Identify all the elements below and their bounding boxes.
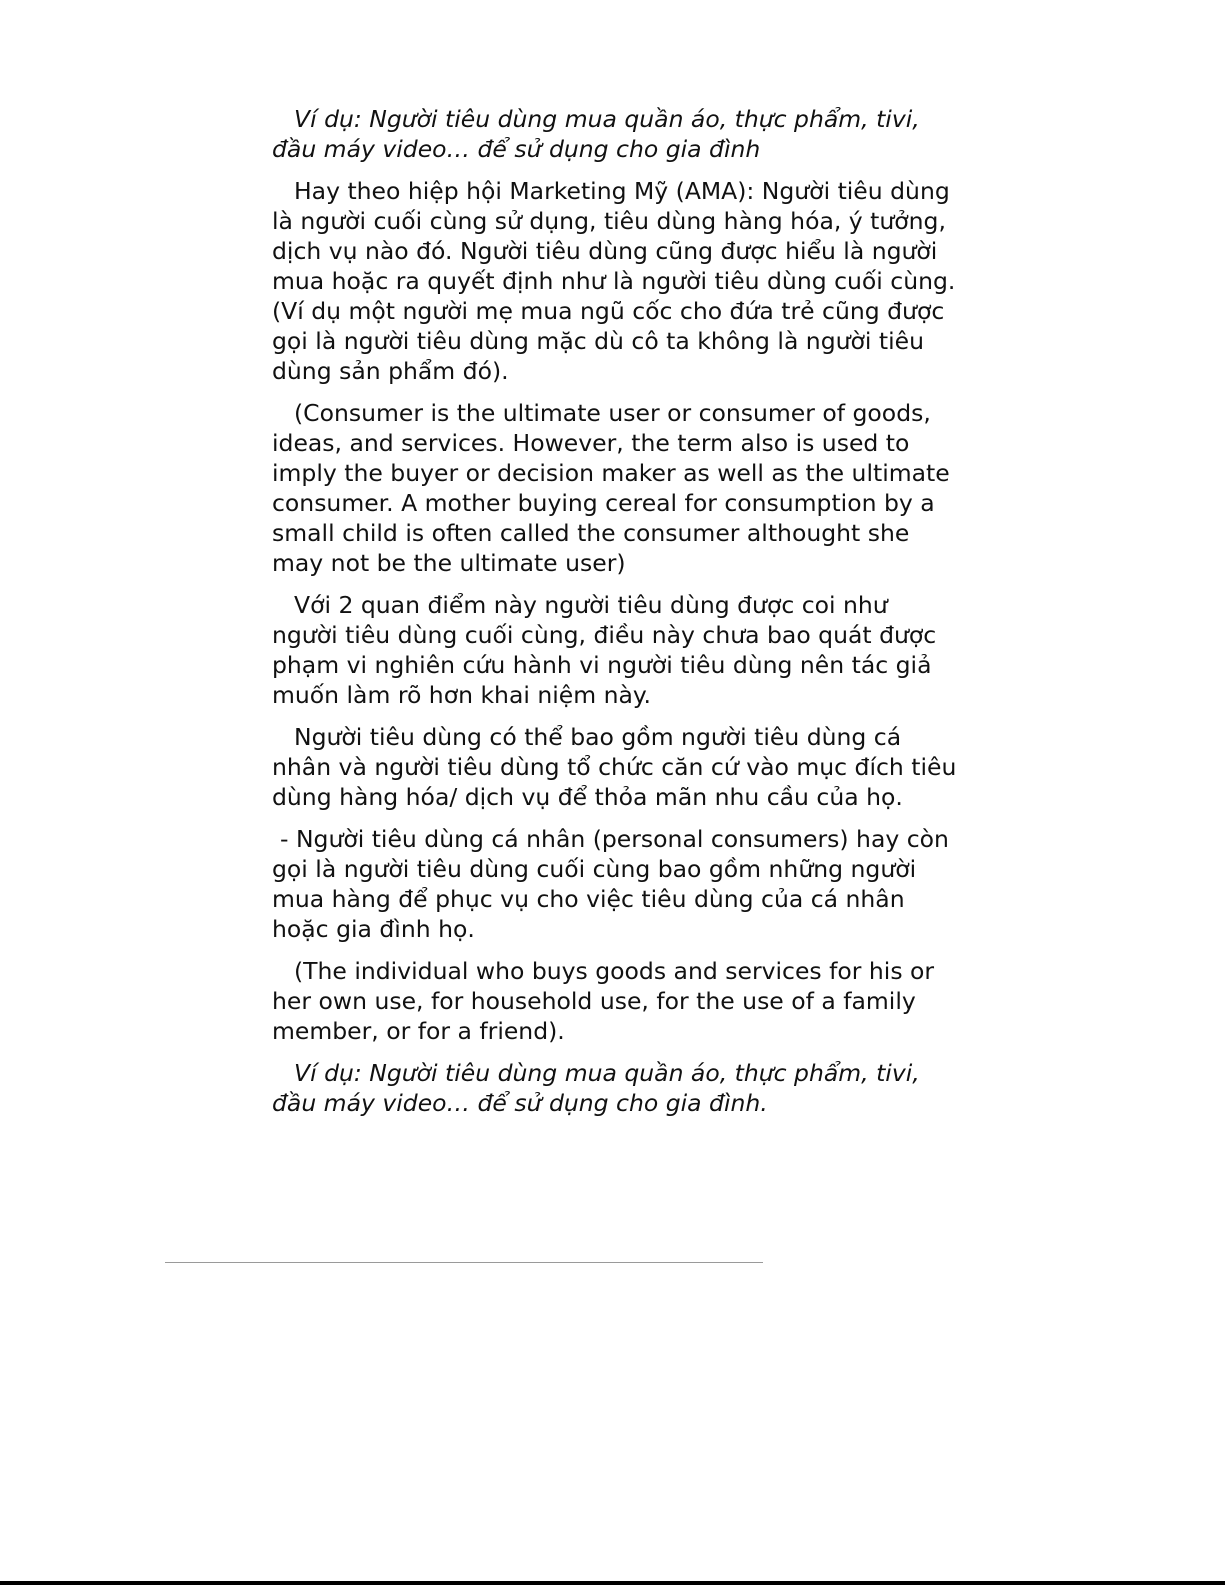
example-paragraph: Ví dụ: Người tiêu dùng mua quần áo, thực phẩm, tivi, đầu máy video… để sử dụng cho gia đình bbox=[272, 105, 920, 163]
ama-definition-paragraph: Hay theo hiệp hội Marketing Mỹ (AMA): Người tiêu dùng là người cuối cùng sử dụng, tiêu dùng hàng hóa, ý tưởng, dịch vụ nào đó. Người tiêu dùng cũng được hiểu là người mua hoặc ra quyết định như là người tiêu dùng cuối cùng. (Ví dụ một người mẹ mua ngũ cốc cho đứa trẻ cũng được gọi là người tiêu dùng mặc dù cô ta không là người tiêu dùng sản phẩm đó). bbox=[272, 177, 956, 385]
individual-definition-paragraph: (The individual who buys goods and services for his or her own use, for household use, for the use of a family member, or for a friend). bbox=[272, 957, 935, 1045]
example-paragraph-2: Ví dụ: Người tiêu dùng mua quần áo, thực phẩm, tivi, đầu máy video… để sử dụng cho gia đình. bbox=[272, 1059, 920, 1117]
body-text bbox=[272, 104, 957, 1130]
personal-consumer-paragraph: - Người tiêu dùng cá nhân (personal consumers) hay còn gọi là người tiêu dùng cuối cùng bao gồm những người mua hàng để phục vụ cho việc tiêu dùng của cá nhân hoặc gia đình họ. bbox=[272, 825, 949, 943]
consumer-types-paragraph: Người tiêu dùng có thể bao gồm người tiêu dùng cá nhân và người tiêu dùng tổ chức căn cứ vào mục đích tiêu dùng hàng hóa/ dịch vụ để thỏa mãn nhu cầu của họ. bbox=[272, 723, 957, 811]
english-definition-paragraph: (Consumer is the ultimate user or consumer of goods, ideas, and services. However, the term also is used to imply the buyer or decision maker as well as the ultimate consumer. A mother buying cereal for consumption by a small child is often called the consumer althought she may not be the ultimate user) bbox=[272, 399, 950, 577]
page-bottom-edge bbox=[0, 1581, 1225, 1585]
author-view-paragraph: Với 2 quan điểm này người tiêu dùng được coi như người tiêu dùng cuối cùng, điều này chưa bao quát được phạm vi nghiên cứu hành vi người tiêu dùng nên tác giả muốn làm rõ hơn khai niệm này. bbox=[272, 591, 937, 709]
footnote-divider bbox=[165, 1262, 763, 1263]
